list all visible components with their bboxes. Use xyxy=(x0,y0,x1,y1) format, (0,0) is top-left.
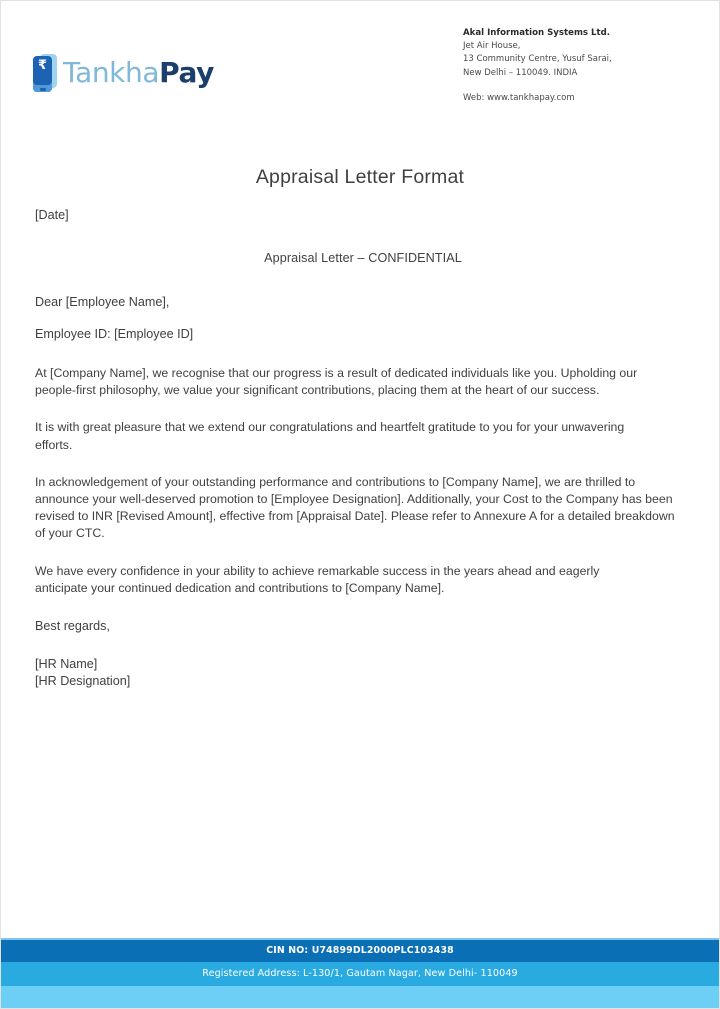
logo-wordmark-pay: Pay xyxy=(159,56,214,89)
body-paragraph-1: At [Company Name], we recognise that our progress is a result of dedicated individuals like you. Upholding our people-first philosophy, we value your significant contributions, placing them at the heart of our success. xyxy=(35,366,638,398)
signature-block xyxy=(35,656,691,690)
body-paragraph-3: In acknowledgement of your outstanding performance and contributions to [Company Name], we are thrilled to announce your well-deserved promotion to [Employee Designation]. Additionally, your Cost to the Company has been revised to INR [Revised Amount], effective from [Appraisal Date]. Please refer to Annexure A for a detailed breakdown of your CTC. xyxy=(35,474,675,541)
footer-accent-band xyxy=(1,986,719,1008)
rupee-symbol: ₹ xyxy=(37,58,48,73)
company-name: Akal Information Systems Ltd. xyxy=(463,28,611,38)
letter-subtitle: Appraisal Letter – CONFIDENTIAL xyxy=(264,251,462,265)
date-placeholder: [Date] xyxy=(35,208,69,222)
letterhead-header xyxy=(1,23,719,133)
page-footer xyxy=(1,938,719,1008)
closing-line: Best regards, xyxy=(35,619,110,634)
logo-wordmark xyxy=(63,58,214,88)
page-title: Appraisal Letter Format xyxy=(255,166,465,188)
company-address-block xyxy=(463,27,678,105)
signature-designation: [HR Designation] xyxy=(35,674,131,689)
employee-id-line: Employee ID: [Employee ID] xyxy=(35,327,194,341)
logo-wordmark-tankha: Tankha xyxy=(63,56,160,89)
salutation-line: Dear [Employee Name], xyxy=(35,295,170,309)
footer-cin-band: CIN NO: U74899DL2000PLC103438 xyxy=(1,940,719,962)
body-paragraph-4: We have every confidence in your ability to achieve remarkable success in the years ahead and eagerly anticipate your continued dedication and contributions to [Company Name]. xyxy=(35,563,600,595)
body-paragraph-2: It is with great pleasure that we extend our congratulations and heartfelt gratitude to you for your unwavering efforts. xyxy=(35,420,625,452)
company-address-line-3: New Delhi – 110049. INDIA xyxy=(463,67,578,78)
signature-name: [HR Name] xyxy=(35,657,98,672)
letter-body xyxy=(35,207,691,690)
company-website: Web: www.tankhapay.com xyxy=(463,92,575,103)
footer-address-band: Registered Address: L-130/1, Gautam Nagar, New Delhi- 110049 xyxy=(1,962,719,986)
tankhapay-logo xyxy=(31,53,214,93)
company-address-line-1: Jet Air House, xyxy=(463,41,521,52)
company-address-line-2: 13 Community Centre, Yusuf Sarai, xyxy=(463,54,612,65)
phone-card-rupee-icon xyxy=(31,53,58,93)
